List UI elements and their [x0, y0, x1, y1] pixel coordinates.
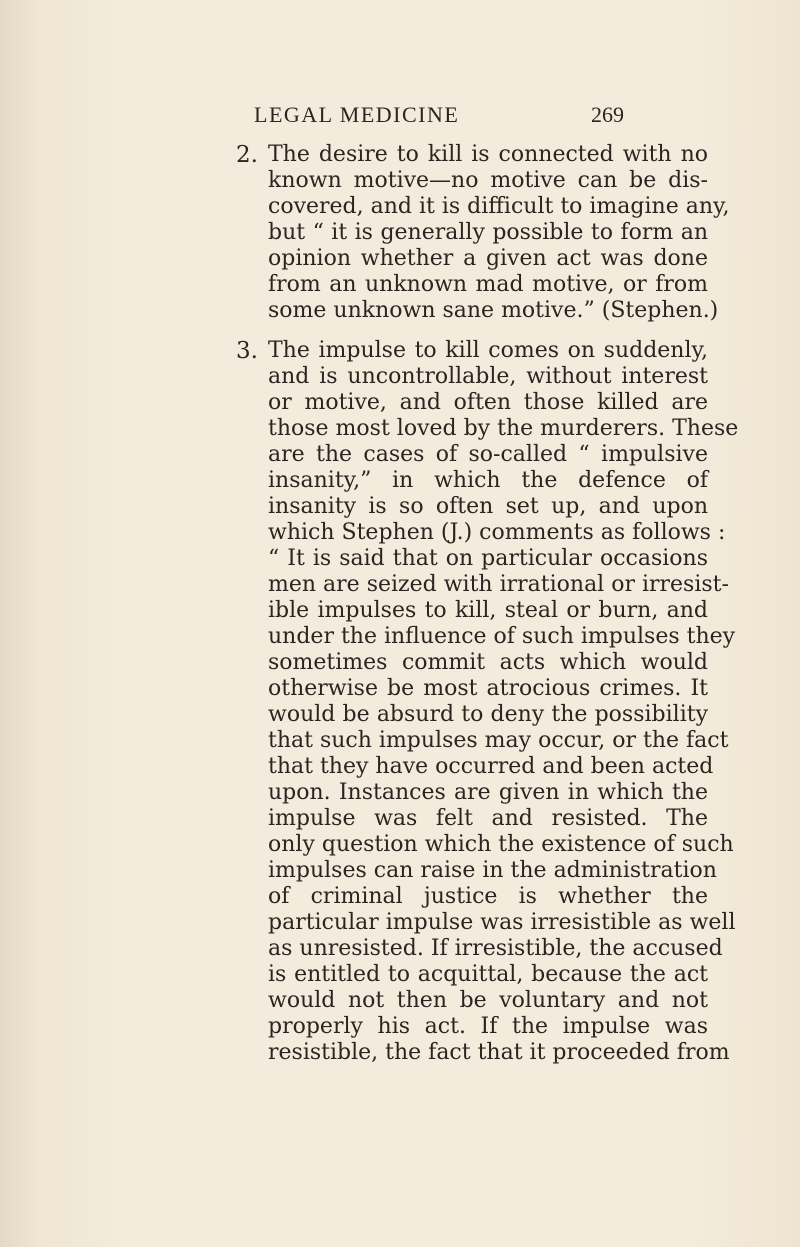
text-line: impulses can raise in the administration [268, 858, 717, 883]
text-line: men are seized with irrational or irresist- [268, 572, 729, 597]
text-line: opinion whether a given act was done [268, 246, 708, 271]
text-line: as unresisted. If irresistible, the accused [268, 936, 723, 961]
text-line: would not then be voluntary and not [268, 988, 708, 1013]
text-line: particular impulse was irresistible as well [268, 910, 736, 935]
text-line: but “ it is generally possible to form an [268, 220, 708, 245]
text-line: covered, and it is difficult to imagine any, [268, 194, 730, 219]
text-line: known motive—no motive can be dis- [268, 168, 708, 193]
text-line: “ It is said that on particular occasions [268, 546, 708, 571]
text-line: are the cases of so-called “ impulsive [268, 442, 708, 467]
text-line: from an unknown mad motive, or from [268, 272, 708, 297]
page-number: 269 [591, 102, 624, 127]
text-line: upon. Instances are given in which the [268, 780, 708, 805]
text-line: resistible, the fact that it proceeded from [268, 1040, 730, 1065]
text-line: or motive, and often those killed are [268, 390, 708, 415]
text-line: properly his act. If the impulse was [268, 1014, 708, 1039]
text-line: which Stephen (J.) comments as follows : [268, 520, 726, 545]
paragraph-number: 2. [236, 142, 258, 168]
text-line: of criminal justice is whether the [268, 884, 708, 909]
text-line: only question which the existence of such [268, 832, 734, 857]
text-line: sometimes commit acts which would [268, 650, 708, 675]
text-line: ible impulses to kill, steal or burn, and [268, 598, 708, 623]
paragraph-number: 3. [236, 338, 258, 364]
running-title: LEGAL MEDICINE [254, 102, 460, 127]
text-line: some unknown sane motive.” (Stephen.) [268, 298, 719, 323]
text-line: insanity,” in which the defence of [268, 468, 708, 493]
text-line: and is uncontrollable, without interest [268, 364, 708, 389]
text-line: otherwise be most atrocious crimes. It [268, 676, 708, 701]
text-line: The impulse to kill comes on suddenly, [268, 338, 708, 363]
page-header [0, 102, 800, 136]
text-line: under the influence of such impulses they [268, 624, 736, 649]
text-line: that such impulses may occur, or the fact [268, 728, 729, 753]
text-line: impulse was felt and resisted. The [268, 806, 708, 831]
text-line: insanity is so often set up, and upon [268, 494, 708, 519]
text-line: that they have occurred and been acted [268, 754, 714, 779]
text-line: those most loved by the murderers. These [268, 416, 739, 441]
text-line: would be absurd to deny the possibility [268, 702, 708, 727]
text-line: The desire to kill is connected with no [268, 142, 708, 167]
text-line: is entitled to acquittal, because the act [268, 962, 708, 987]
